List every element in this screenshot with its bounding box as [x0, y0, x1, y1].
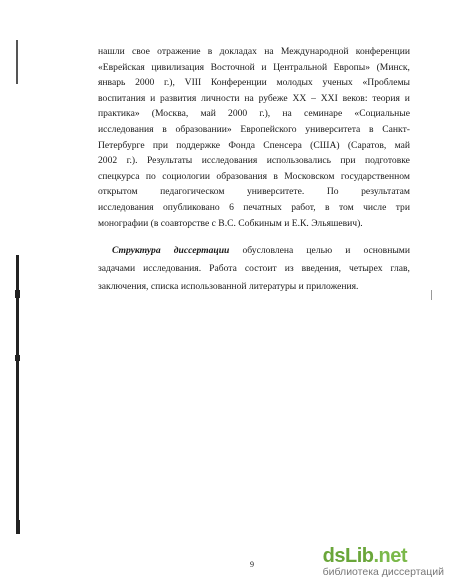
- text-line: [98, 153, 410, 169]
- text-line: [98, 138, 410, 154]
- word: спецкурса: [98, 170, 140, 182]
- word: VIII: [184, 77, 202, 89]
- word: практика»: [98, 108, 140, 120]
- word: (Москва,: [151, 108, 189, 120]
- word: По: [326, 186, 339, 198]
- word: личности: [201, 92, 240, 104]
- text-line: [98, 122, 410, 138]
- word: «Проблемы: [362, 77, 410, 89]
- word: семинаре: [303, 108, 343, 120]
- word: ученых: [322, 77, 353, 89]
- word: отражение: [157, 46, 201, 57]
- word: 2002: [98, 155, 118, 167]
- word: веков:: [342, 92, 368, 104]
- word: в: [325, 201, 330, 213]
- scan-artifact: [16, 520, 20, 534]
- word: Европы»: [333, 61, 371, 73]
- watermark-logo: dsLib.net: [322, 545, 408, 567]
- word: исследования.: [143, 263, 202, 275]
- word: работ,: [291, 201, 316, 213]
- word: глав,: [390, 263, 410, 275]
- scan-artifact: [16, 40, 18, 84]
- word: 6: [229, 201, 234, 213]
- word: и: [261, 61, 267, 73]
- word: исследования: [98, 123, 154, 135]
- word: государственном: [340, 170, 410, 182]
- word: использовались: [266, 155, 331, 167]
- word: в: [273, 170, 278, 182]
- word: введения,: [301, 263, 342, 275]
- word: Работа: [209, 263, 237, 275]
- word: и: [404, 92, 410, 104]
- word: –: [311, 92, 316, 104]
- text-line: [98, 60, 410, 76]
- word: на: [282, 108, 292, 120]
- word: Спенсера: [263, 139, 302, 151]
- word: подготовке: [364, 155, 410, 167]
- word: опубликовано: [162, 201, 220, 213]
- word: в: [369, 123, 374, 135]
- word: Центральной: [273, 61, 328, 73]
- word: по: [145, 170, 156, 182]
- text-line: [98, 260, 410, 278]
- word: (Минск,: [376, 61, 410, 73]
- word: январь: [98, 77, 126, 89]
- word: май: [394, 139, 410, 151]
- emphasis-word: диссертации: [173, 245, 230, 257]
- word: поддержке: [176, 139, 221, 151]
- word: при: [152, 139, 168, 151]
- word: Петербурге: [98, 139, 145, 151]
- word: докладах: [219, 46, 257, 57]
- word: на: [264, 46, 274, 57]
- text-line: заключения, списка использованной литературы и приложения.: [98, 281, 359, 293]
- word: теория: [372, 92, 400, 104]
- word: 2000: [135, 77, 155, 89]
- word: Санкт-: [382, 123, 410, 135]
- word: Фонда: [228, 139, 255, 151]
- word: исследования: [98, 201, 154, 213]
- word: рубеже: [258, 92, 288, 104]
- watermark-subtitle: библиотека диссертаций: [322, 566, 444, 578]
- word: (Саратов,: [347, 139, 387, 151]
- word: том: [338, 201, 354, 213]
- word: и: [150, 92, 156, 104]
- emphasis-word: Структура: [112, 245, 161, 257]
- word: основными: [363, 245, 410, 257]
- word: на: [244, 92, 254, 104]
- word: в: [162, 123, 167, 135]
- scan-artifact: [15, 290, 20, 298]
- word: (США): [310, 139, 340, 151]
- word: и: [345, 245, 351, 257]
- word: «Еврейская: [98, 61, 145, 73]
- word: XXI: [320, 92, 338, 104]
- word: результатам: [361, 186, 410, 198]
- page-number: 9: [250, 560, 254, 569]
- scan-artifact: [431, 290, 432, 300]
- word: социологии: [162, 170, 211, 182]
- word: печатных: [243, 201, 282, 213]
- word: свое: [131, 46, 150, 57]
- word: образования: [216, 170, 268, 182]
- text-line: [98, 91, 410, 107]
- word: педагогическом: [160, 186, 225, 198]
- word: «Социальные: [354, 108, 410, 120]
- watermark-block: [323, 546, 444, 578]
- word: университета: [305, 123, 361, 135]
- word: Европейского: [240, 123, 297, 135]
- text-line: [98, 184, 410, 200]
- word: г.),: [164, 77, 175, 89]
- word: при: [340, 155, 356, 167]
- text-line: [98, 242, 410, 260]
- word: Результаты: [146, 155, 193, 167]
- word: целью: [306, 245, 333, 257]
- word: состоит: [244, 263, 277, 275]
- word: г.).: [126, 155, 138, 167]
- structure-paragraph: [98, 242, 410, 296]
- word: числе: [363, 201, 387, 213]
- word: университете.: [247, 186, 305, 198]
- word: Восточной: [210, 61, 255, 73]
- word: 2000: [228, 108, 248, 120]
- word: нашли: [98, 46, 125, 57]
- watermark: [323, 546, 444, 578]
- text-line: [98, 106, 410, 122]
- word: г.),: [259, 108, 271, 120]
- word: воспитания: [98, 92, 146, 104]
- text-line: [98, 169, 410, 185]
- word: из: [284, 263, 294, 275]
- word: молодых: [276, 77, 313, 89]
- scan-artifact: [15, 355, 20, 361]
- word: XX: [292, 92, 307, 104]
- word: Московском: [284, 170, 335, 182]
- word: исследования: [201, 155, 258, 167]
- word: май: [200, 108, 216, 120]
- word: задачами: [98, 263, 136, 275]
- word: Международной: [280, 46, 349, 57]
- word: развития: [160, 92, 197, 104]
- word: три: [395, 201, 410, 213]
- word: конференции: [355, 46, 410, 57]
- word: открытом: [98, 186, 138, 198]
- text-line: монографии (в соавторстве с В.С. Собкиным и Е.К. Эльяшевич).: [98, 217, 363, 229]
- text-line: [98, 200, 410, 216]
- word: Конференции: [210, 77, 267, 89]
- word: цивилизация: [151, 61, 204, 73]
- text-line: [98, 44, 410, 60]
- text-line: [98, 75, 410, 91]
- word: образовании»: [175, 123, 232, 135]
- word: обусловлена: [242, 245, 294, 257]
- body-text: [98, 44, 410, 296]
- word: в: [207, 46, 213, 57]
- word: четырех: [349, 263, 383, 275]
